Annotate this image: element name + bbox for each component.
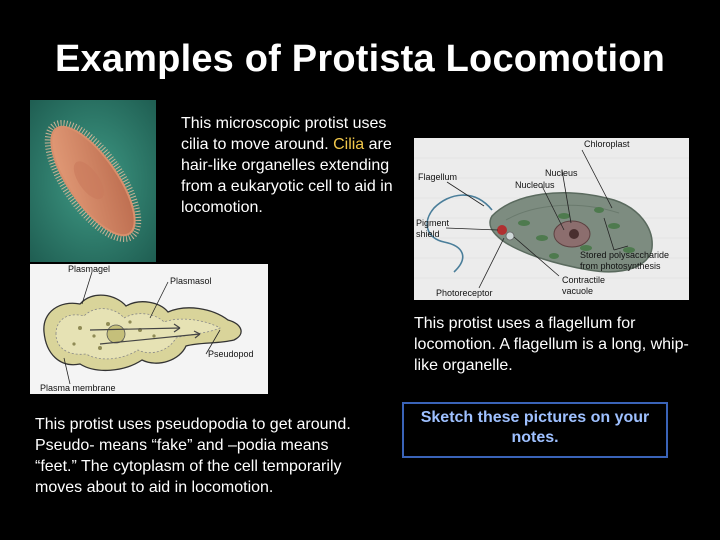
flagellum-description: This protist uses a flagellum for locomotion. A flagellum is a long, whip-like organelle. (414, 315, 689, 374)
amoeba-diagram (30, 264, 268, 394)
label-stored-polysaccharide: Stored polysaccharide (580, 250, 670, 260)
sketch-note-box: Sketch these pictures on your notes. (402, 402, 668, 458)
paramecium-image (30, 100, 156, 262)
label-plasmagel: Plasmagel (68, 264, 111, 274)
euglena-diagram (414, 138, 689, 300)
label-photoreceptor: Photoreceptor (436, 288, 493, 298)
label-nucleolus: Nucleolus (515, 180, 555, 190)
label-contractile: Contractile (562, 275, 606, 285)
label-chloroplast: Chloroplast (584, 139, 630, 149)
label-plasma-membrane: Plasma membrane (40, 383, 116, 393)
label-pigment: Pigment (416, 218, 450, 228)
slide-title: Examples of Protista Locomotion (54, 38, 666, 80)
label-nucleus: Nucleus (545, 168, 578, 178)
label-plasmasol: Plasmasol (170, 276, 212, 286)
label-from-photosynthesis: from photosynthesis (580, 261, 661, 271)
pseudopod-description: This protist uses pseudopodia to get around. Pseudo- means “fake” and –podia means “feet.” The cytoplasm of the cell temporarily moves about to aid in locomotion. (35, 416, 351, 496)
label-pseudopod: Pseudopod (208, 349, 254, 359)
label-flagellum: Flagellum (418, 172, 458, 182)
cilia-text-start: This microscopic protist uses cilia to move around. (181, 115, 387, 153)
cilia-highlight-word: Cilia (333, 136, 365, 153)
cilia-description (181, 113, 401, 218)
label-vacuole: vacuole (562, 286, 594, 296)
cilia-text-end: are hair-like organelles extending from a eukaryotic cell to aid in locomotion. (181, 136, 393, 216)
label-shield: shield (416, 229, 440, 239)
